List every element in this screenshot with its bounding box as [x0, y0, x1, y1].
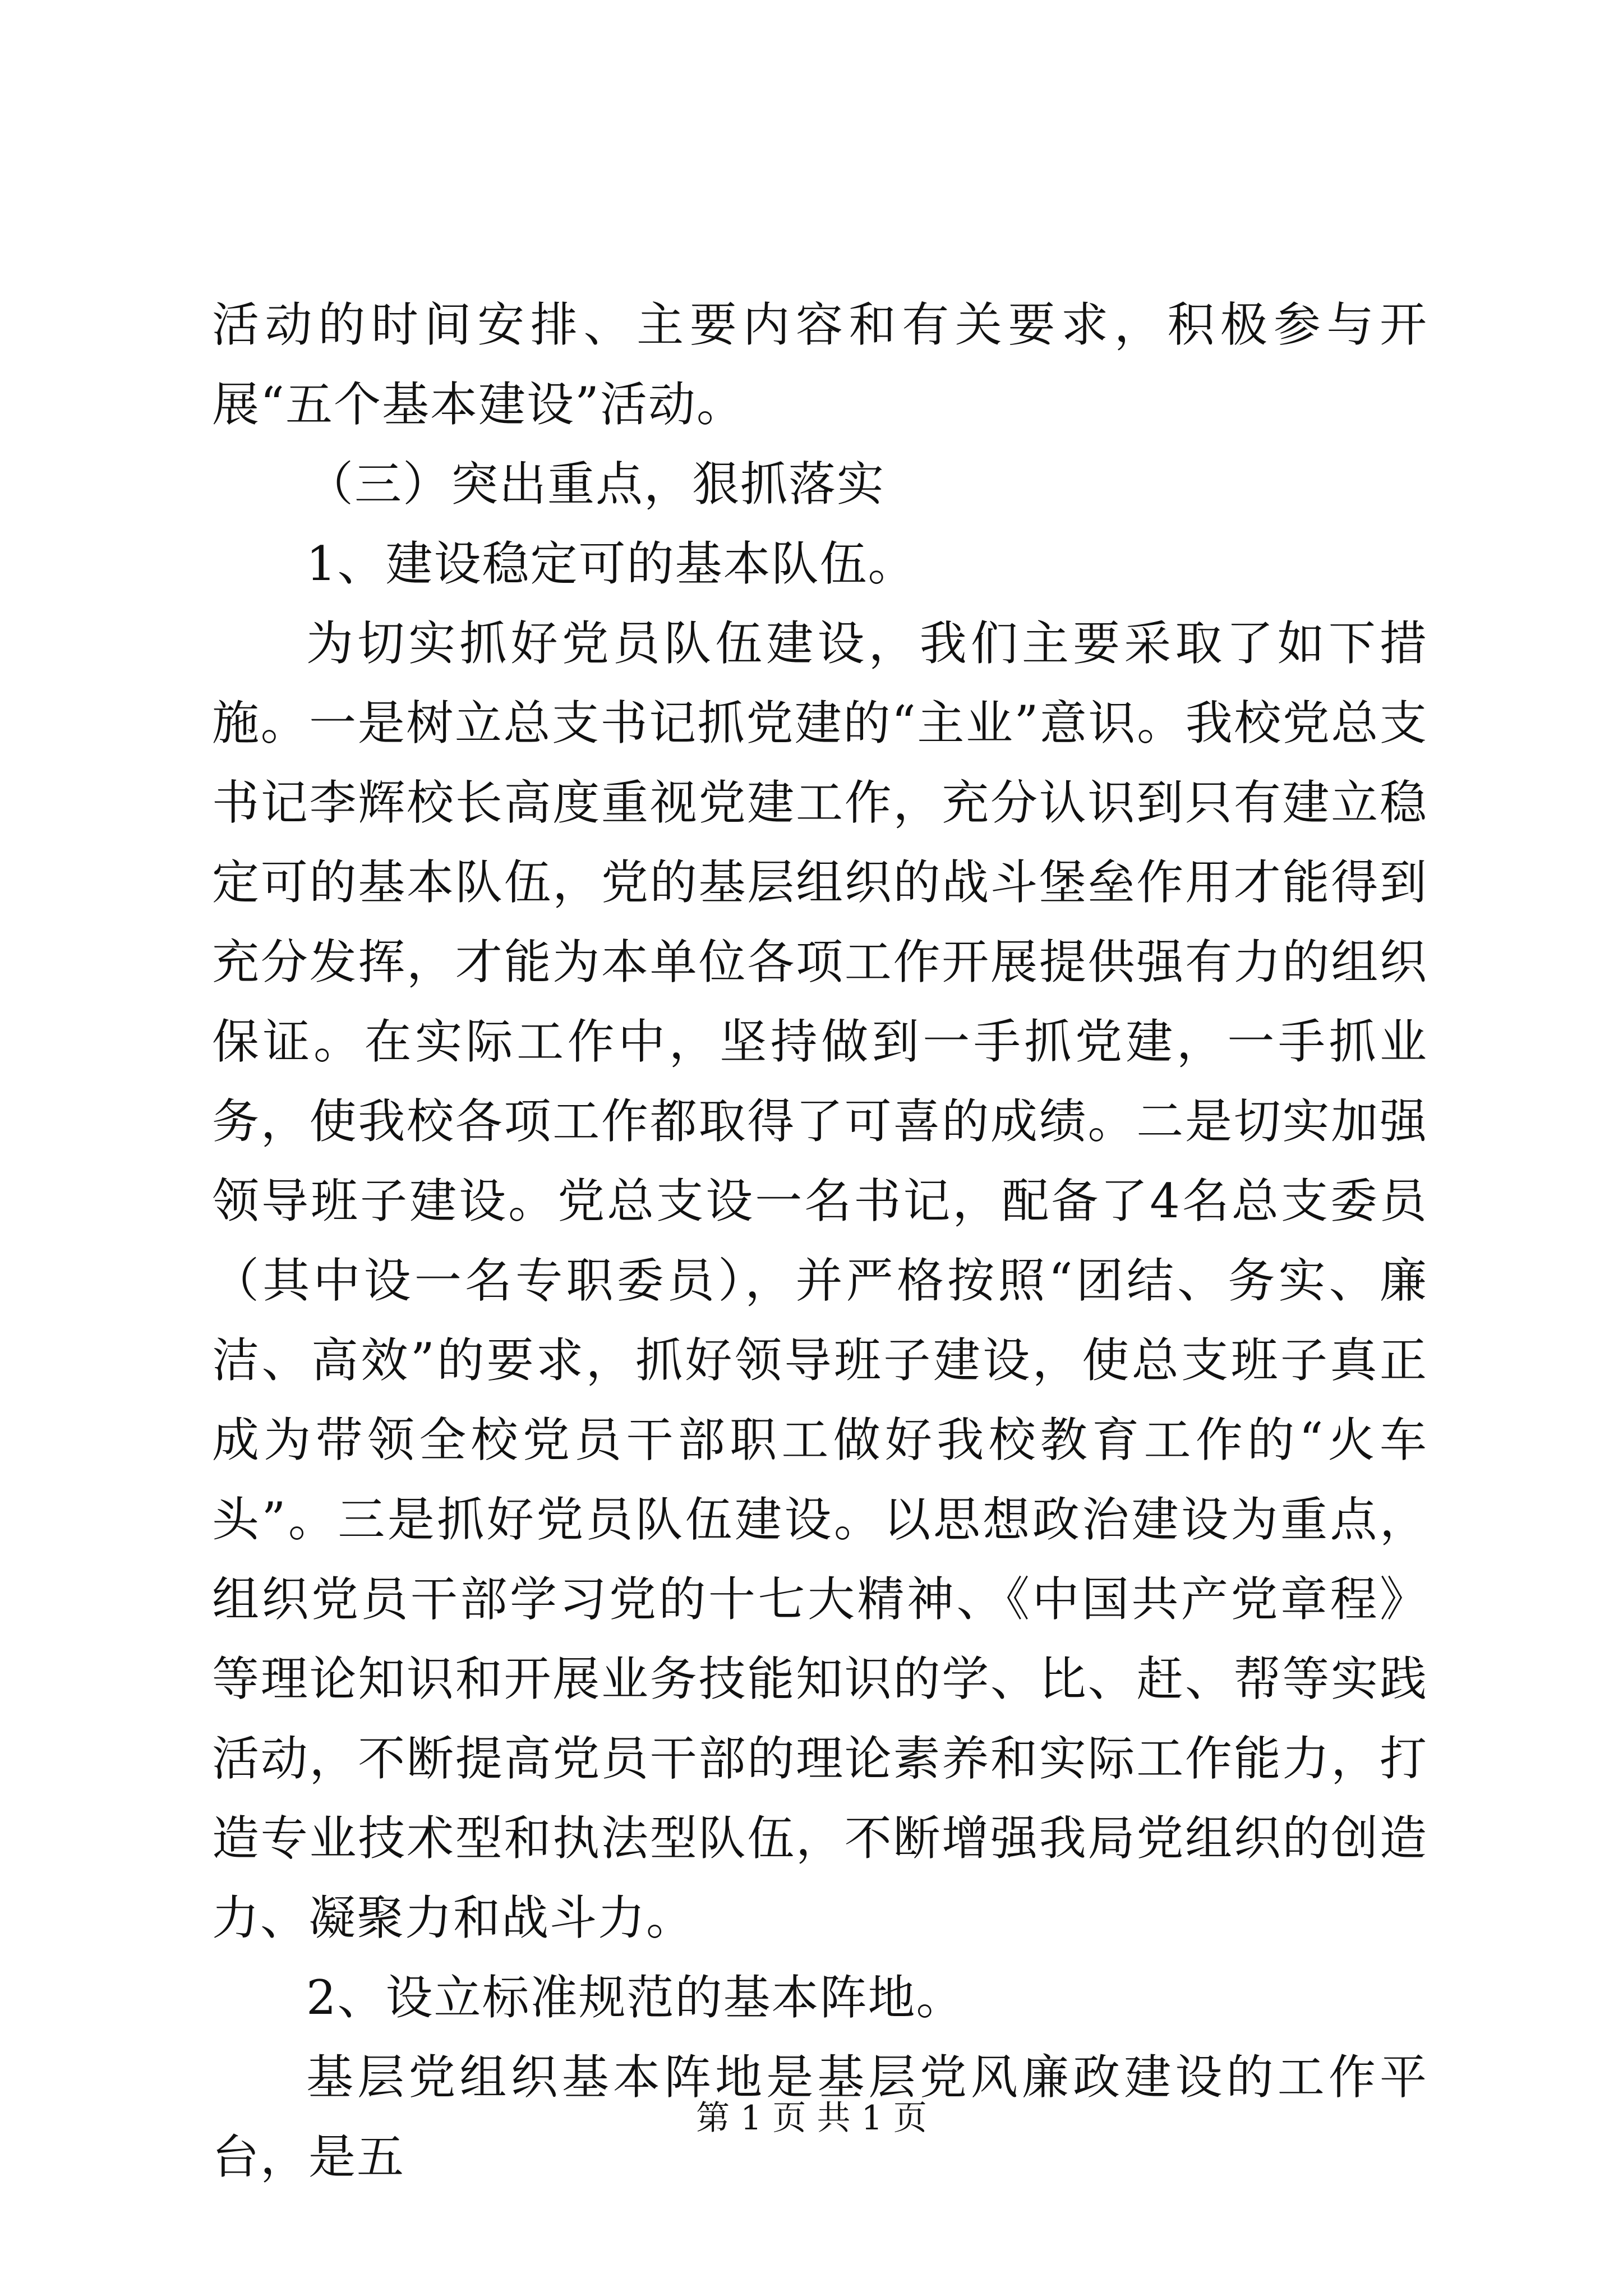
paragraph-trailing: 基层党组织基本阵地是基层党风廉政建设的工作平台，是五: [212, 2050, 1428, 2184]
paragraph-body: 为切实抓好党员队伍建设，我们主要采取了如下措施。一是树立总支书记抓党建的“主业”意识。我校党总支书记李辉校长高度重视党建工作，充分认识到只有建立稳定可的基本队伍，党的基层组织的战斗堡垒作用才能得到充分发挥，才能为本单位各项工作开展提供强有力的组织保证。在实际工作中，坚持做到一手抓党建，一手抓业务，使我校各项工作都取得了可喜的成绩。二是切实加强领导班子建设。党总支设一名书记，配备了4名总支委员（其中设一名专职委员），并严格按照“团结、务实、廉洁、高效”的要求，抓好领导班子建设，使总支班子真正成为带领全校党员干部职工做好我校教育工作的“火车头”。三是抓好党员队伍建设。以思想政治建设为重点，组织党员干部学习党的十七大精神、《中国共产党章程》等理论知识和开展业务技能知识的学、比、赶、帮等实践活动，不断提高党员干部的理论素养和实际工作能力，打造专业技术型和执法型队伍，不断增强我局党组织的创造力、凝聚力和战斗力。: [212, 616, 1428, 1945]
section-heading: （三）突出重点，狠抓落实: [306, 457, 886, 512]
paragraph-continuation: 活动的时间安排、主要内容和有关要求，积极参与开展“五个基本建设”活动。: [212, 297, 1428, 432]
document-body: [212, 285, 1428, 2197]
subheading-1: 1、建设稳定可的基本队伍。: [306, 536, 916, 591]
subheading-2: 2、设立标准规范的基本阵地。: [306, 1970, 965, 2025]
page-footer: 第 1 页 共 1 页: [696, 2099, 927, 2138]
